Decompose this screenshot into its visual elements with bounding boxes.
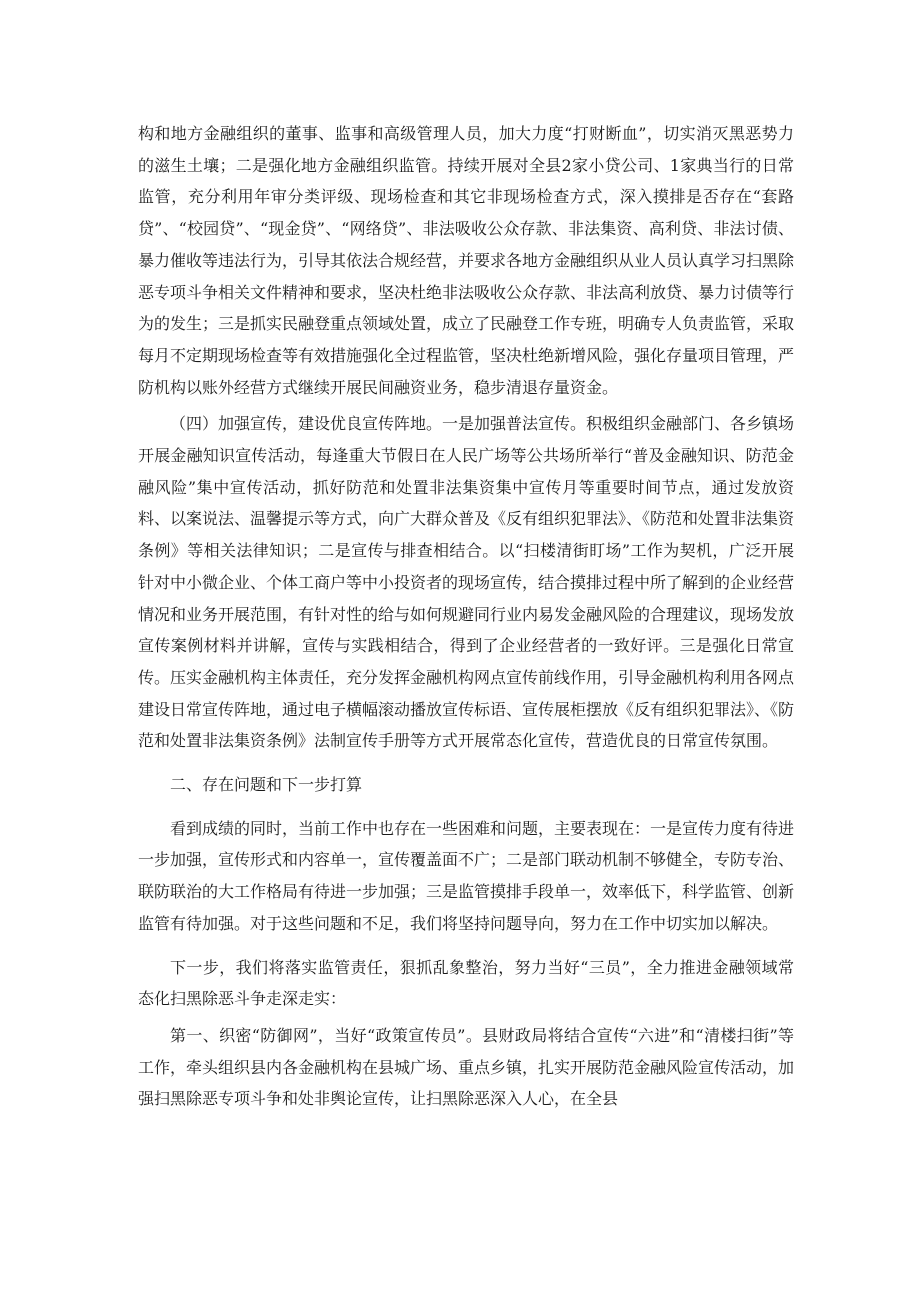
section-heading: 二、存在问题和下一步打算 [170,775,363,795]
paragraph-publicity: （四）加强宣传，建设优良宣传阵地。一是加强普法宣传。积极组织金融部门、各乡镇场开展金融知识宣传活动，每逢重大节假日在人民广场等公共场所举行“普及金融知识、防范金融风险”集中宣传活动，抓好防范和处置非法集资集中宣传月等重要时间节点，通过发放资料、以案说法、温馨提示等方式，向广大群众普及《反有组织犯罪法》、《防范和处置非法集资条例》等相关法律知识；二是宣传与排查相结合。以“扫楼清街盯场”工作为契机，广泛开展针对中小微企业、个体工商户等中小投资者的现场宣传，结合摸排过程中所了解到的企业经营情况和业务开展范围，有针对性的给与如何规避同行业内易发金融风险的合理建议，现场发放宣传案例材料并讲解，宣传与实践相结合，得到了企业经营者的一致好评。三是强化日常宣传。压实金融机构主体责任，充分发挥金融机构网点宣传前线作用，引导金融机构利用各网点建设日常宣传阵地，通过电子横幅滚动播放宣传标语、宣传展柜摆放《反有组织犯罪法》、《防范和处置非法集资条例》法制宣传手册等方式开展常态化宣传，营造优良的日常宣传氛围。 [138,414,795,751]
document-page [138,118,794,1115]
paragraph-first-measure: 第一、织密“防御网”，当好“政策宣传员”。县财政局将结合宣传“六进”和“清楼扫街”等工作，牵头组织县内各金融机构在县城广场、重点乡镇，扎实开展防范金融风险宣传活动，加强扫黑除恶专项斗争和处非舆论宣传，让扫黑除恶深入人心，在全县 [138,1025,795,1109]
paragraph-next-steps: 下一步，我们将落实监管责任，狠抓乱象整治，努力当好“三员”，全力推进金融领域常态化扫黑除恶斗争走深走实： [138,957,794,1009]
paragraph-problems: 看到成绩的同时，当前工作中也存在一些困难和问题，主要表现在：一是宣传力度有待进一步加强，宣传形式和内容单一，宣传覆盖面不广；二是部门联动机制不够健全，专防专治、联防联治的大工作格局有待进一步加强；三是监管摸排手段单一，效率低下，科学监管、创新监管有待加强。对于这些问题和不足，我们将坚持问题导向，努力在工作中切实加以解决。 [138,818,795,933]
paragraph-continuation: 构和地方金融组织的董事、监事和高级管理人员，加大力度“打财断血”，切实消灭黑恶势力的滋生土壤；二是强化地方金融组织监管。持续开展对全县2家小贷公司、1家典当行的日常监管，充分利用年审分类评级、现场检查和其它非现场检查方式，深入摸排是否存在“套路贷”、“校园贷”、“现金贷”、“网络贷”、非法吸收公众存款、非法集资、高利贷、非法讨债、暴力催收等违法行为，引导其依法合规经营，并要求各地方金融组织从业人员认真学习扫黑除恶专项斗争相关文件精神和要求，坚决杜绝非法吸收公众存款、非法高利放贷、暴力讨债等行为的发生；三是抓实民融登重点领域处置，成立了民融登工作专班，明确专人负责监管，采取每月不定期现场检查等有效措施强化全过程监管，坚决杜绝新增风险，强化存量项目管理，严防机构以账外经营方式继续开展民间融资业务，稳步清退存量资金。 [138,124,795,397]
